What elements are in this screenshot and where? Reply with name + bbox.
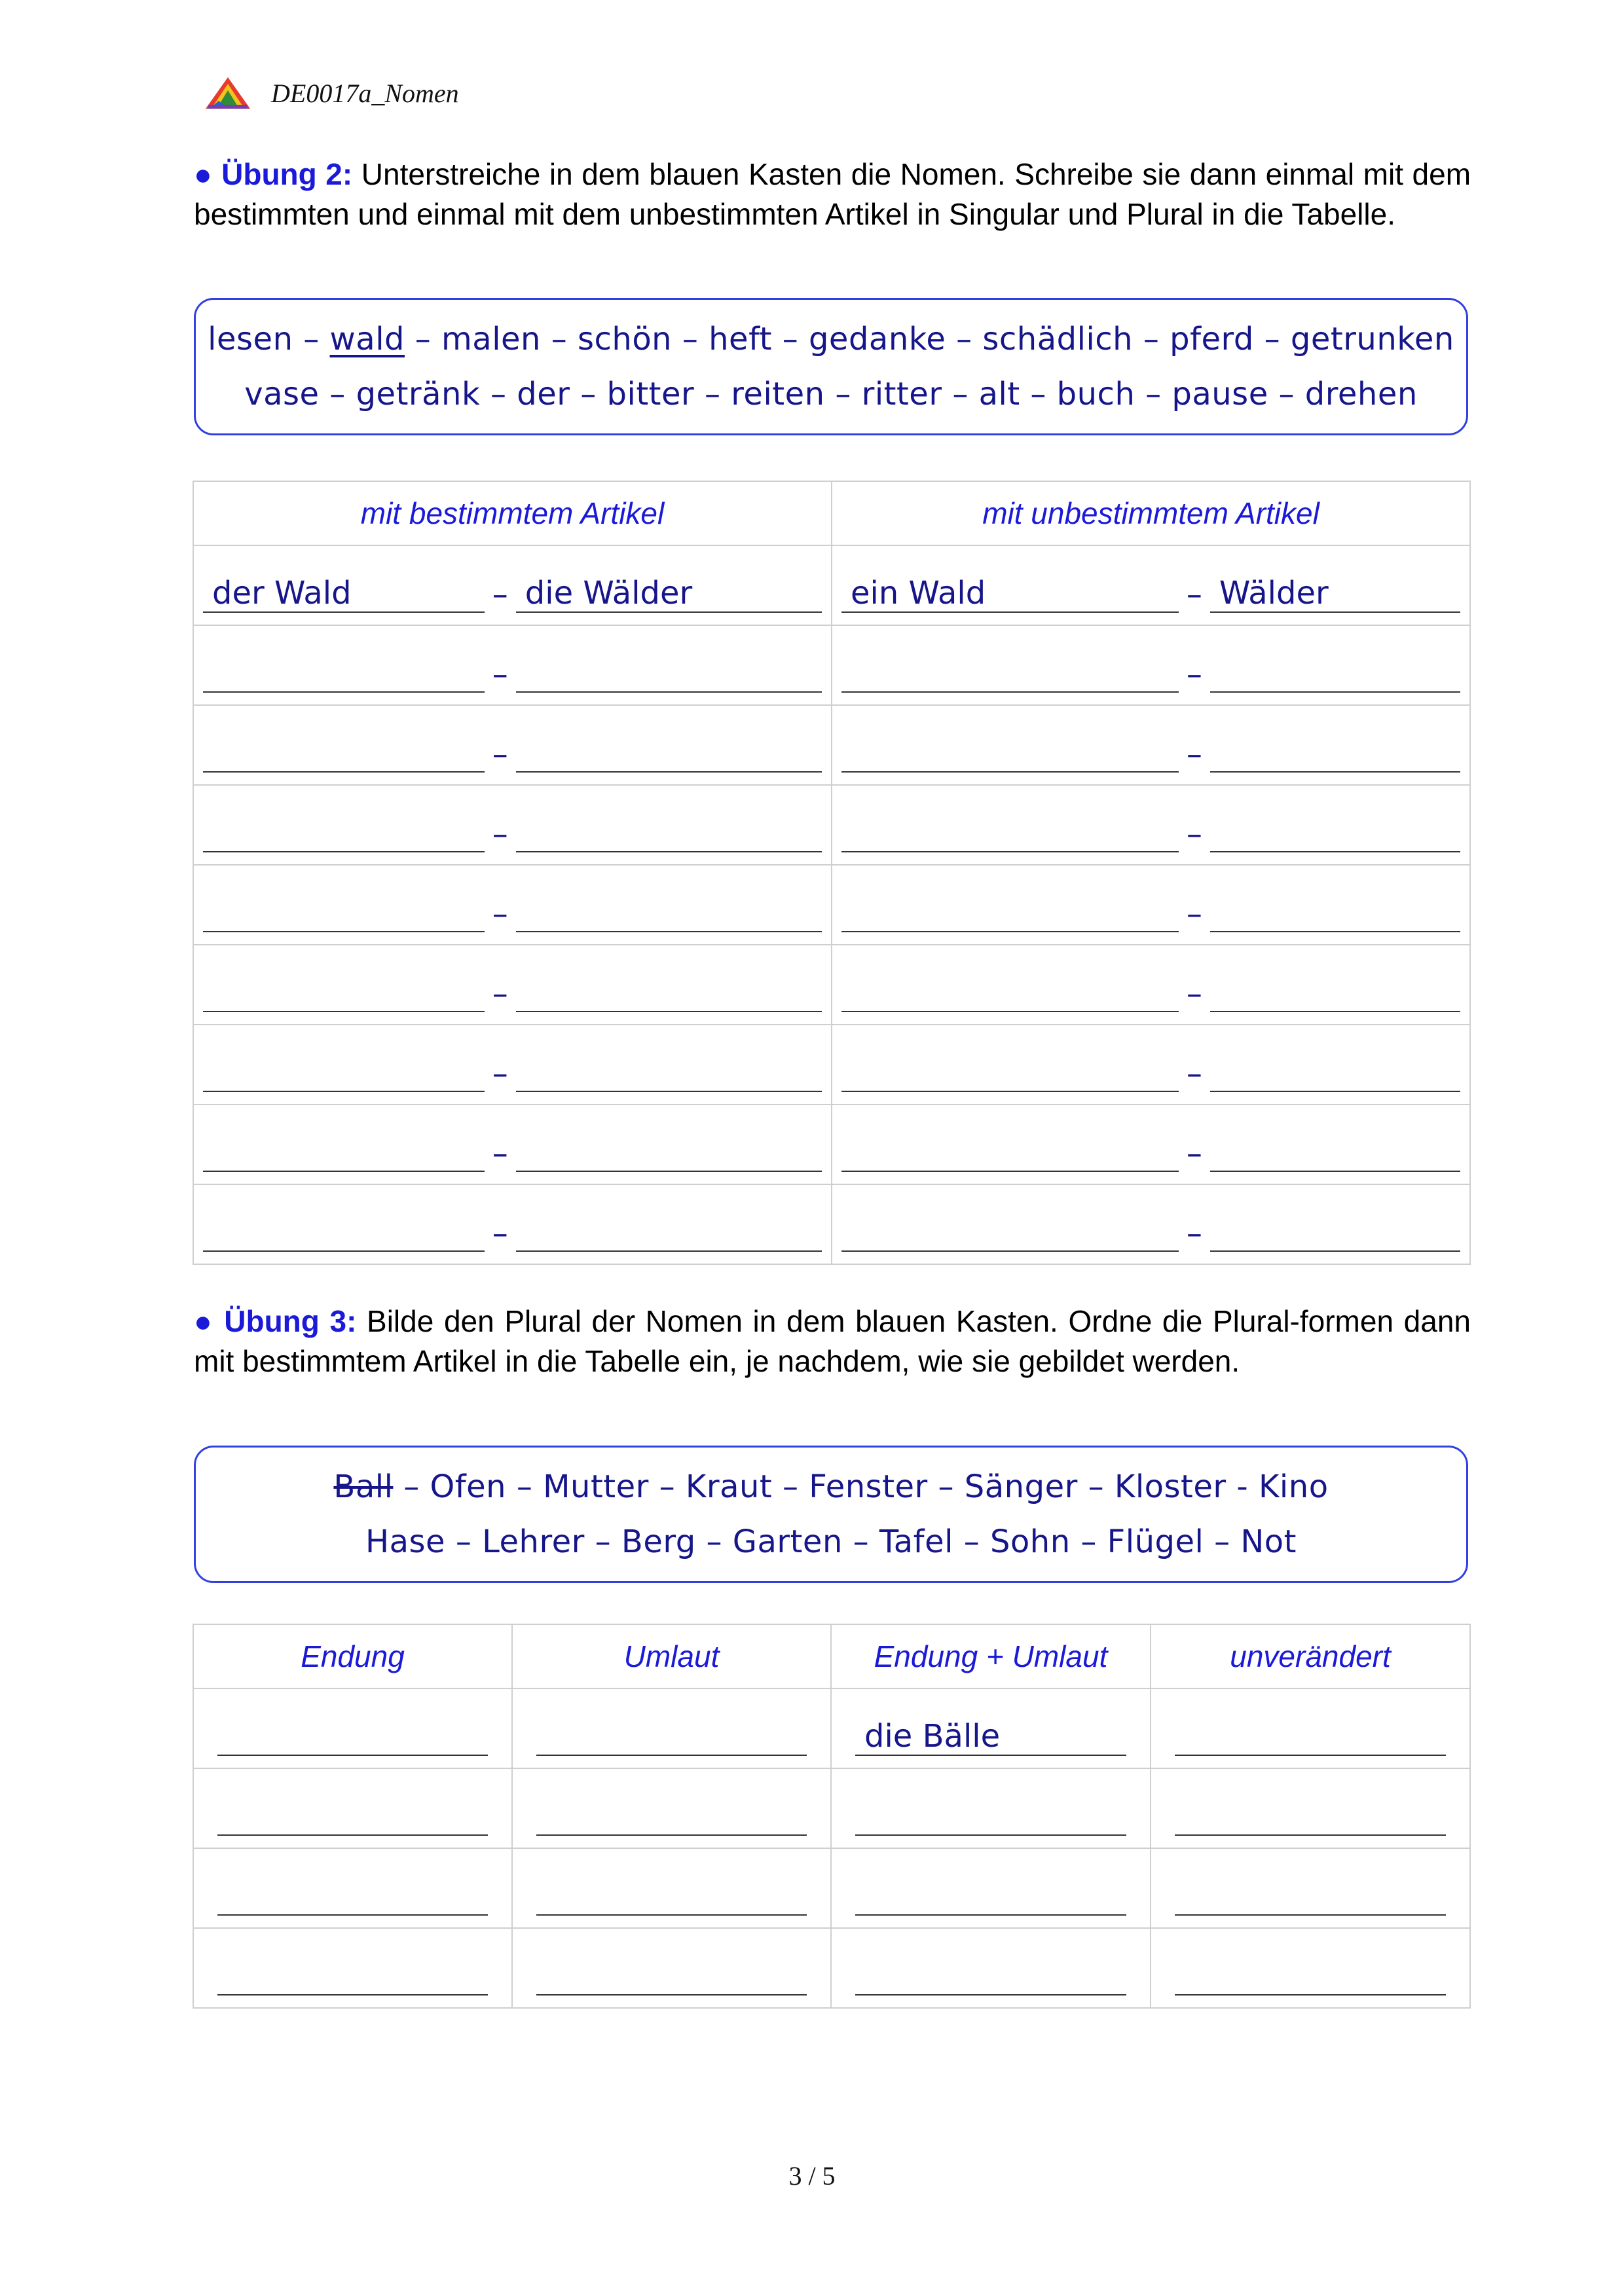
header-umlaut: Umlaut xyxy=(512,1624,831,1688)
exercise-2-word-box xyxy=(194,298,1468,435)
singular-answer-field[interactable] xyxy=(841,1214,1179,1252)
answer-pair xyxy=(203,655,822,693)
singular-answer-field[interactable] xyxy=(203,655,485,693)
singular-answer-field[interactable] xyxy=(841,974,1179,1012)
dash-separator: – xyxy=(1186,656,1202,693)
answer-pair xyxy=(203,1214,822,1252)
singular-answer-field[interactable] xyxy=(841,1134,1179,1172)
answer-pair xyxy=(203,814,822,852)
plural-answer-field[interactable] xyxy=(855,1878,1126,1916)
dash-separator: – xyxy=(492,975,508,1012)
plural-answer-field[interactable] xyxy=(516,814,822,852)
word-wald-underlined[interactable]: wald xyxy=(329,321,405,357)
plural-answer-field[interactable] xyxy=(536,1798,807,1836)
plural-answer-field[interactable] xyxy=(516,655,822,693)
table-cell xyxy=(1151,1848,1470,1928)
singular-answer-field[interactable] xyxy=(841,735,1179,773)
cell-definite xyxy=(193,625,832,705)
cell-definite xyxy=(193,705,832,785)
plural-answer-field[interactable] xyxy=(855,1798,1126,1836)
singular-answer-field[interactable] xyxy=(841,1054,1179,1092)
table-cell xyxy=(512,1928,831,2008)
cell-definite xyxy=(193,1184,832,1264)
dash-separator: – xyxy=(1186,816,1202,852)
dash-separator: – xyxy=(1186,736,1202,773)
answer-pair xyxy=(841,814,1460,852)
plural-answer-field[interactable] xyxy=(217,1798,488,1836)
table-cell xyxy=(1151,1768,1470,1848)
word-lesen: lesen xyxy=(208,321,293,357)
table-row xyxy=(193,545,1470,625)
cell-indefinite xyxy=(832,1104,1470,1184)
answer-pair xyxy=(841,575,1460,613)
singular-answer-field[interactable] xyxy=(203,1054,485,1092)
exercise-3-bullet: ● xyxy=(194,1304,214,1338)
dash-separator: – xyxy=(1186,975,1202,1012)
header-unveraendert: unverändert xyxy=(1151,1624,1470,1688)
cell-indefinite xyxy=(832,785,1470,865)
answer-pair xyxy=(841,655,1460,693)
table-cell xyxy=(193,1848,512,1928)
exercise-3-label: Übung 3: xyxy=(224,1304,357,1338)
singular-answer-field[interactable] xyxy=(203,1214,485,1252)
logo-icon xyxy=(204,75,251,111)
header-indefinite-article: mit unbestimmtem Artikel xyxy=(832,481,1470,545)
word-box-line-1 xyxy=(208,312,1454,367)
plural-answer-field[interactable] xyxy=(1175,1958,1446,1995)
plural-answer-field[interactable] xyxy=(536,1958,807,1995)
table-row xyxy=(193,1104,1470,1184)
exercise-2-table xyxy=(193,481,1471,1265)
table-row xyxy=(193,625,1470,705)
table-cell xyxy=(512,1688,831,1768)
cell-indefinite xyxy=(832,705,1470,785)
table-header-row xyxy=(193,481,1470,545)
exercise-2-instructions xyxy=(194,155,1471,234)
singular-answer-field[interactable] xyxy=(841,655,1179,693)
table-cell xyxy=(512,1768,831,1848)
plural-answer-field[interactable] xyxy=(1210,1054,1460,1092)
exercise-3-word-box xyxy=(194,1446,1468,1583)
answer-pair xyxy=(203,735,822,773)
answer-pair xyxy=(841,974,1460,1012)
singular-answer-field[interactable]: ein Wald xyxy=(841,575,1179,613)
singular-answer-field[interactable] xyxy=(841,894,1179,932)
word-ball-struck: Ball xyxy=(333,1468,394,1505)
dash-separator: – xyxy=(1186,1215,1202,1252)
answer-pair xyxy=(203,1054,822,1092)
dash-separator: – xyxy=(492,576,508,613)
exercise-3-text: Bilde den Plural der Nomen in dem blauen Kasten. Ordne die Plural-formen dann mit bestimmtem Artikel in die Tabelle ein, je nachdem, wie sie gebildet werden. xyxy=(194,1304,1471,1378)
plural-answer-field[interactable] xyxy=(1210,735,1460,773)
plural-answer-field[interactable]: Wälder xyxy=(1210,575,1460,613)
document-id: DE0017a_Nomen xyxy=(271,78,459,108)
table-row xyxy=(193,1184,1470,1264)
cell-definite xyxy=(193,1104,832,1184)
table-row xyxy=(193,1025,1470,1104)
answer-pair xyxy=(203,894,822,932)
table-cell xyxy=(512,1848,831,1928)
table-cell xyxy=(193,1768,512,1848)
table-row xyxy=(193,785,1470,865)
answer-pair xyxy=(841,1214,1460,1252)
word-box-line-1 xyxy=(333,1459,1328,1514)
table-row xyxy=(193,945,1470,1025)
table-cell xyxy=(831,1928,1151,2008)
cell-definite xyxy=(193,945,832,1025)
plural-answer-field[interactable] xyxy=(1210,655,1460,693)
plural-answer-field[interactable] xyxy=(1210,894,1460,932)
word-box-line-2: Hase – Lehrer – Berg – Garten – Tafel – Sohn – Flügel – Not xyxy=(365,1523,1297,1560)
header-endung-umlaut: Endung + Umlaut xyxy=(831,1624,1151,1688)
singular-answer-field[interactable]: der Wald xyxy=(203,575,485,613)
word-box-line-2: vase – getränk – der – bitter – reiten – ritter – alt – buch – pause – drehen xyxy=(244,376,1418,412)
answer-pair xyxy=(203,1134,822,1172)
answer-pair xyxy=(841,1054,1460,1092)
singular-answer-field[interactable] xyxy=(203,894,485,932)
dash-separator: – xyxy=(1186,1055,1202,1092)
plural-answer-field[interactable] xyxy=(536,1878,807,1916)
cell-definite xyxy=(193,1025,832,1104)
exercise-2-label: Übung 2: xyxy=(221,157,353,191)
answer-pair xyxy=(203,974,822,1012)
page-header xyxy=(204,73,459,113)
dash-separator: – xyxy=(1186,1135,1202,1172)
table-row xyxy=(193,705,1470,785)
dash-separator: – xyxy=(492,896,508,932)
plural-answer-field[interactable] xyxy=(516,894,822,932)
answer-pair xyxy=(841,1134,1460,1172)
dash-separator: – xyxy=(492,1135,508,1172)
plural-answer-field[interactable] xyxy=(516,1054,822,1092)
plural-answer-field[interactable] xyxy=(217,1958,488,1995)
table-cell xyxy=(831,1768,1151,1848)
plural-answer-field[interactable] xyxy=(516,735,822,773)
table-cell xyxy=(193,1928,512,2008)
exercise-2-text: Unterstreiche in dem blauen Kasten die Nomen. Schreibe sie dann einmal mit dem bestimmten und einmal mit dem unbestimmten Artikel in Singular und Plural in die Tabelle. xyxy=(194,157,1471,231)
plural-answer-field[interactable] xyxy=(516,1134,822,1172)
plural-answer-field[interactable] xyxy=(1175,1878,1446,1916)
dash-separator: – xyxy=(492,656,508,693)
word-separator: – xyxy=(293,321,330,357)
table-row xyxy=(193,1768,1470,1848)
answer-pair xyxy=(203,575,822,613)
dash-separator: – xyxy=(492,1055,508,1092)
cell-indefinite xyxy=(832,1184,1470,1264)
dash-separator: – xyxy=(492,1215,508,1252)
word-list-rest: – malen – schön – heft – gedanke – schädlich – pferd – getrunken xyxy=(405,321,1454,357)
table-cell xyxy=(1151,1688,1470,1768)
plural-answer-field[interactable] xyxy=(1210,1214,1460,1252)
page-number: 3 / 5 xyxy=(788,2161,836,2191)
cell-definite xyxy=(193,545,832,625)
table-cell xyxy=(193,1688,512,1768)
table-row xyxy=(193,1848,1470,1928)
singular-answer-field[interactable] xyxy=(203,735,485,773)
cell-indefinite xyxy=(832,945,1470,1025)
plural-answer-field[interactable] xyxy=(536,1718,807,1756)
dash-separator: – xyxy=(1186,576,1202,613)
exercise-3-table xyxy=(193,1624,1471,2009)
singular-answer-field[interactable] xyxy=(203,974,485,1012)
word-list-rest: – Ofen – Mutter – Kraut – Fenster – Sänger – Kloster - Kino xyxy=(393,1468,1329,1505)
answer-pair xyxy=(841,735,1460,773)
cell-indefinite xyxy=(832,865,1470,945)
plural-answer-field[interactable] xyxy=(855,1958,1126,1995)
plural-answer-field[interactable] xyxy=(1175,1718,1446,1756)
singular-answer-field[interactable] xyxy=(203,1134,485,1172)
cell-indefinite xyxy=(832,1025,1470,1104)
table-row xyxy=(193,865,1470,945)
table-row xyxy=(193,1688,1470,1768)
singular-answer-field[interactable] xyxy=(203,814,485,852)
cell-indefinite xyxy=(832,545,1470,625)
plural-answer-field[interactable] xyxy=(1210,974,1460,1012)
table-cell xyxy=(831,1848,1151,1928)
plural-answer-field[interactable]: die Bälle xyxy=(855,1718,1126,1756)
plural-answer-field[interactable]: die Wälder xyxy=(516,575,822,613)
plural-answer-field[interactable] xyxy=(1210,1134,1460,1172)
header-endung: Endung xyxy=(193,1624,512,1688)
table-row xyxy=(193,1928,1470,2008)
singular-answer-field[interactable] xyxy=(841,814,1179,852)
plural-answer-field[interactable] xyxy=(1210,814,1460,852)
plural-answer-field[interactable] xyxy=(217,1878,488,1916)
cell-definite xyxy=(193,785,832,865)
exercise-2-bullet: ● xyxy=(194,157,213,191)
plural-answer-field[interactable] xyxy=(217,1718,488,1756)
plural-answer-field[interactable] xyxy=(1175,1798,1446,1836)
dash-separator: – xyxy=(492,736,508,773)
table-header-row xyxy=(193,1624,1470,1688)
plural-answer-field[interactable] xyxy=(516,1214,822,1252)
cell-definite xyxy=(193,865,832,945)
dash-separator: – xyxy=(492,816,508,852)
plural-answer-field[interactable] xyxy=(516,974,822,1012)
dash-separator: – xyxy=(1186,896,1202,932)
answer-pair xyxy=(841,894,1460,932)
table-cell xyxy=(831,1688,1151,1768)
table-cell xyxy=(1151,1928,1470,2008)
cell-indefinite xyxy=(832,625,1470,705)
header-definite-article: mit bestimmtem Artikel xyxy=(193,481,832,545)
exercise-3-instructions xyxy=(194,1302,1471,1381)
